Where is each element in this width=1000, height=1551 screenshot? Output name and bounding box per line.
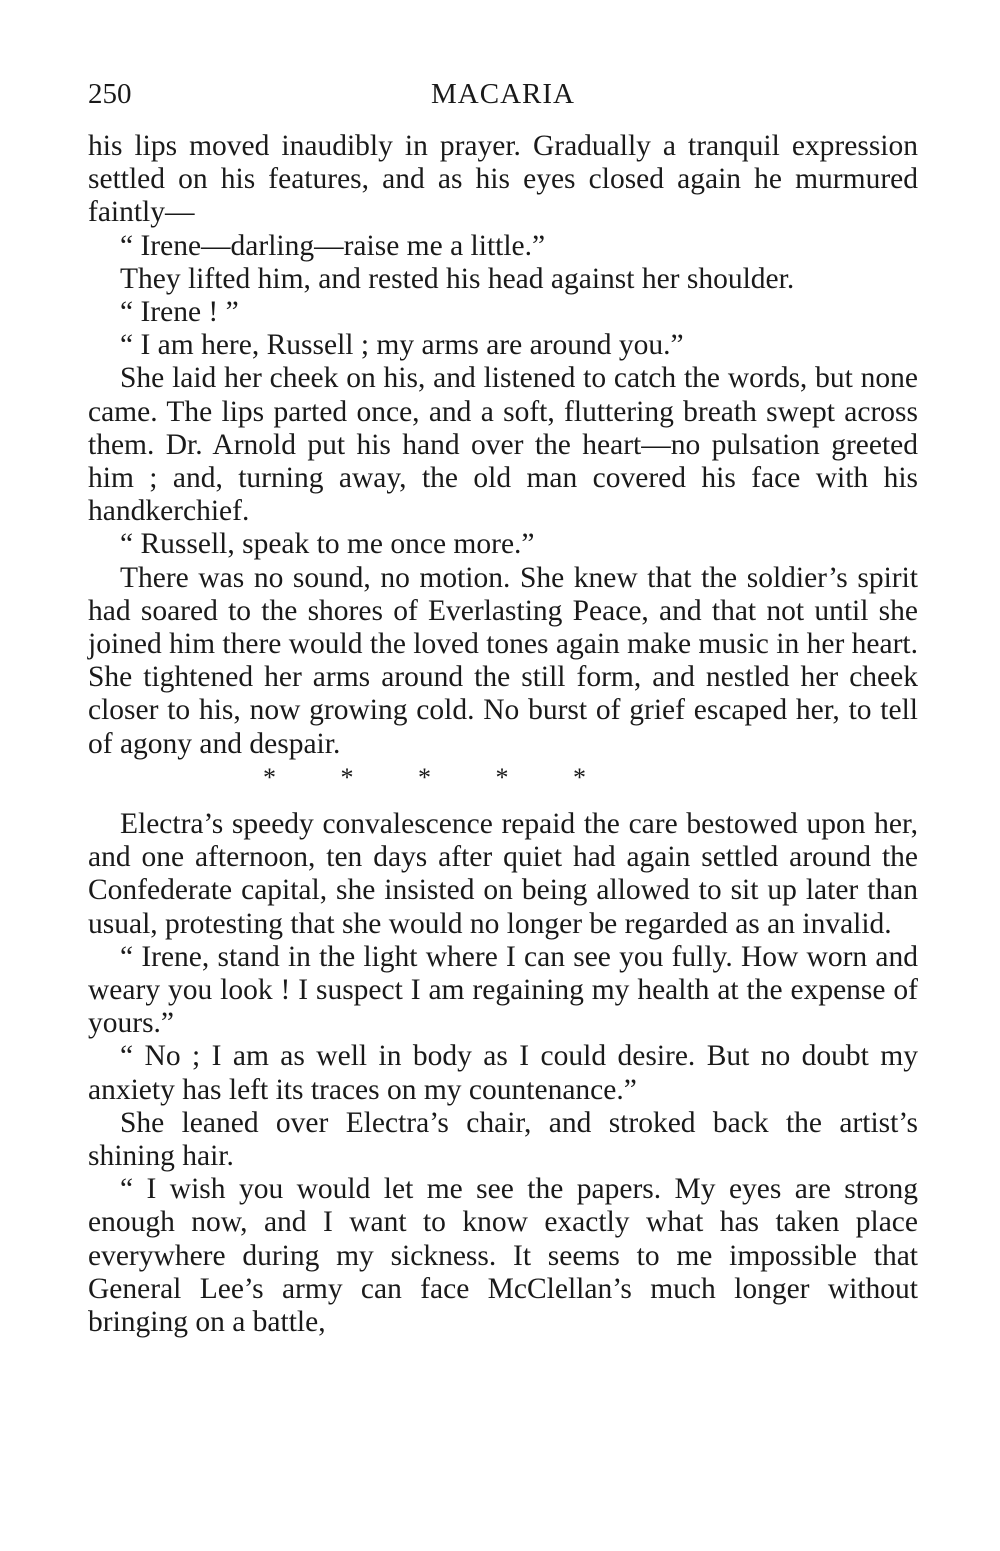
paragraph-5: “ I am here, Russell ; my arms are around you.”	[120, 329, 684, 362]
paragraph-12: She leaned over Electra’s chair, and stroked back the artist’s shining hair.	[88, 1106, 918, 1173]
page-header	[88, 74, 918, 114]
paragraph-3: They lifted him, and rested his head against her shoulder.	[120, 262, 795, 295]
paragraph-2: “ Irene—darling—raise me a little.”	[120, 229, 546, 262]
paragraph-9: Electra’s speedy convalescence repaid the care bestowed upon her, and one afternoon, ten days after quiet had again settled around the Confederate capital, she insisted on being allowed to sit up later than usual, protesting that she would no longer be regarded as an invalid.	[88, 808, 918, 940]
section-break: * * * * *	[263, 762, 586, 792]
paragraph-8: There was no sound, no motion. She knew that the soldier’s spirit had soared to the shores of Everlasting Peace, and that not until she joined him there would the loved tones again make music in her heart. She tightened her arms around the still form, and nestled her cheek closer to his, now growing cold. No burst of grief escaped her, to tell of agony and despair.	[88, 561, 918, 760]
running-title: MACARIA	[431, 78, 575, 110]
section-spacer	[88, 794, 918, 808]
paragraph-6: She laid her cheek on his, and listened to catch the words, but none came. The lips parted once, and a soft, fluttering breath swept across them. Dr. Arnold put his hand over the heart—no pulsation greeted him ; and, turning away, the old man covered his face with his handkerchief.	[88, 362, 918, 528]
paragraph-13: “ I wish you would let me see the papers. My eyes are strong enough now, and I want to know exactly what has taken place everywhere during my sickness. It seems to me impossible that General Lee’s army can face McClellan’s much longer without bringing on a battle,	[88, 1173, 918, 1339]
page-number: 250	[88, 78, 132, 110]
paragraph-1: his lips moved inaudibly in prayer. Gradually a tranquil expression settled on his features, and as his eyes closed again he murmured faintly—	[88, 130, 918, 229]
paragraph-11: “ No ; I am as well in body as I could desire. But no doubt my anxiety has left its traces on my countenance.”	[88, 1040, 918, 1106]
paragraph-4: “ Irene ! ”	[120, 296, 239, 329]
paragraph-7: “ Russell, speak to me once more.”	[120, 528, 535, 561]
body-text	[88, 130, 918, 1339]
paragraph-10: “ Irene, stand in the light where I can see you fully. How worn and weary you look ! I suspect I am regaining my health at the expense of yours.”	[88, 940, 918, 1040]
